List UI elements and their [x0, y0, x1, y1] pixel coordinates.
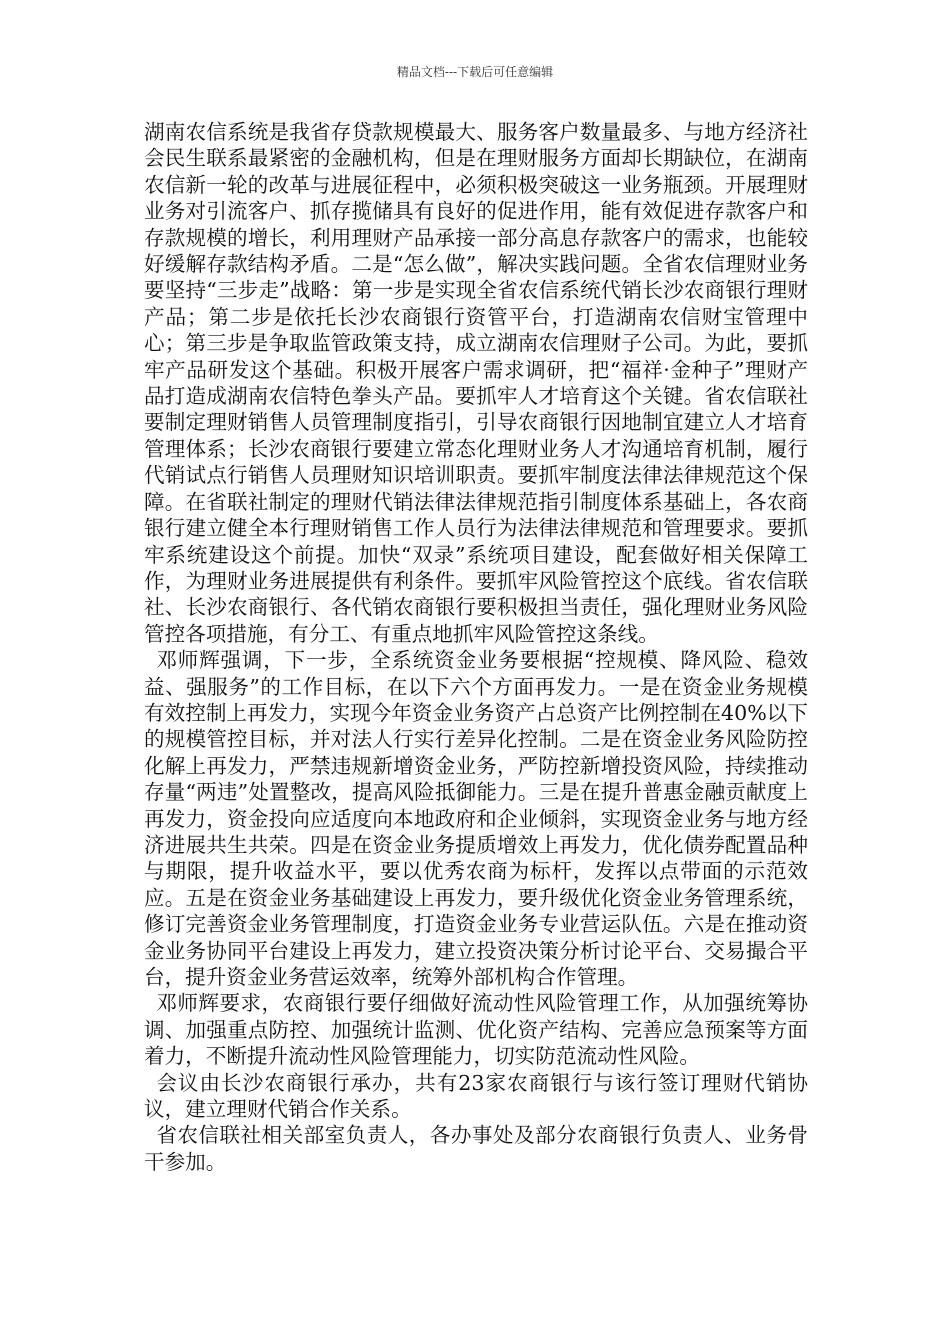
- article-body: [144, 119, 808, 1175]
- paragraph-3: 邓师辉要求，农商银行要仔细做好流动性风险管理工作，从加强统筹协调、加强重点防控、加强统计监测、优化资产结构、完善应急预案等方面着力，不断提升流动性风险管理能力，切实防范流动性风险。: [144, 991, 808, 1069]
- paragraph-5: 省农信联社相关部室负责人，各办事处及部分农商银行负责人、业务骨干参加。: [144, 1123, 808, 1174]
- paragraph-1: 湖南农信系统是我省存贷款规模最大、服务客户数量最多、与地方经济社会民生联系最紧密的金融机构，但是在理财服务方面却长期缺位，在湖南农信新一轮的改革与进展征程中，必须积极突破这一业务瓶颈。开展理财业务对引流客户、抓存揽储具有良好的促进作用，能有效促进存款客户和存款规模的增长，利用理财产品承接一部分高息存款客户的需求，也能较好缓解存款结构矛盾。二是“怎么做”，解决实践问题。全省农信理财业务要坚持“三步走”战略：第一步是实现全省农信系统代销长沙农商银行理财产品；第二步是依托长沙农商银行资管平台，打造湖南农信财宝管理中心；第三步是争取监管政策支持，成立湖南农信理财子公司。为此，要抓牢产品研发这个基础。积极开展客户需求调研，把“福祥·金种子”理财产品打造成湖南农信特色拳头产品。要抓牢人才培育这个关键。省农信联社要制定理财销售人员管理制度指引，引导农商银行因地制宜建立人才培育管理体系；长沙农商银行要建立常态化理财业务人才沟通培育机制，履行代销试点行销售人员理财知识培训职责。要抓牢制度法律法律规范这个保障。在省联社制定的理财代销法律法律规范指引制度体系基础上，各农商银行建立健全本行理财销售工作人员行为法律法律规范和管理要求。要抓牢系统建设这个前提。加快“双录”系统项目建设，配套做好相关保障工作，为理财业务进展提供有利条件。要抓牢风险管控这个底线。省农信联社、长沙农商银行、各代销农商银行要积极担当责任，强化理财业务风险管控各项措施，有分工、有重点地抓牢风险管控这条线。: [144, 120, 808, 646]
- page-header: 精品文档---下载后可任意编辑: [396, 65, 554, 79]
- paragraph-2: 邓师辉强调，下一步，全系统资金业务要根据“控规模、降风险、稳效益、强服务”的工作目标，在以下六个方面再发力。一是在资金业务规模有效控制上再发力，实现今年资金业务资产占总资产比例控制在40%以下的规模管控目标，并对法人行实行差异化控制。二是在资金业务风险防控化解上再发力，严禁违规新增资金业务，严防控新增投资风险，持续推动存量“两违”处置整改，提高风险抵御能力。三是在提升普惠金融贡献度上再发力，资金投向应适度向本地政府和企业倾斜，实现资金业务与地方经济进展共生共荣。四是在资金业务提质增效上再发力，优化债券配置品种与期限，提升收益水平，要以优秀农商为标杆，发挥以点带面的示范效应。五是在资金业务基础建设上再发力，要升级优化资金业务管理系统，修订完善资金业务管理制度，打造资金业务专业营运队伍。六是在推动资金业务协同平台建设上再发力，建立投资决策分析讨论平台、交易撮合平台，提升资金业务营运效率，统筹外部机构合作管理。: [144, 648, 808, 989]
- paragraph-4: 会议由长沙农商银行承办，共有23家农商银行与该行签订理财代销协议，建立理财代销合作关系。: [144, 1070, 808, 1122]
